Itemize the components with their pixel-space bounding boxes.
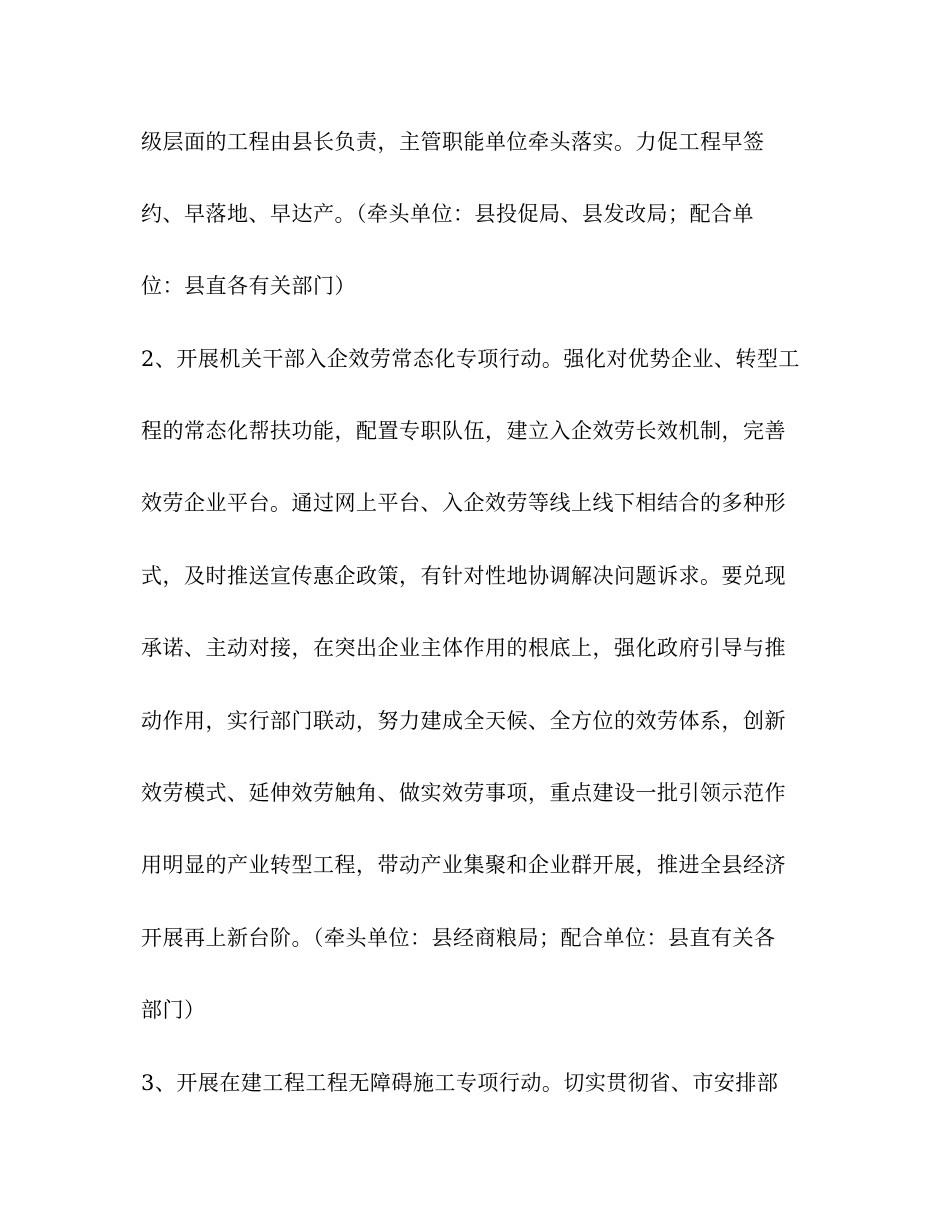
text-line: 级层面的工程由县长负责，主管职能单位牵头落实。力促工程早签 <box>141 130 765 154</box>
text-line: 开展再上新台阶。（牵头单位：县经商粮局；配合单位：县直有关各 <box>141 926 776 950</box>
text-line: 约、早落地、早达产。（牵头单位：县投促局、县发改局；配合单 <box>141 202 754 226</box>
text-line: 程的常态化帮扶功能，配置专职队伍，建立入企效劳长效机制，完善 <box>141 419 786 443</box>
text-line: 承诺、主动对接，在突出企业主体作用的根底上，强化政府引导与推 <box>141 636 786 660</box>
text-line: 2、开展机关干部入企效劳常态化专项行动。强化对优势企业、转型工 <box>141 347 800 371</box>
text-line: 式，及时推送宣传惠企政策，有针对性地协调解决问题诉求。要兑现 <box>141 564 786 588</box>
text-line: 效劳企业平台。通过网上平台、入企效劳等线上线下相结合的多种形 <box>141 491 786 515</box>
text-line: 动作用，实行部门联动，努力建成全天候、全方位的效劳体系，创新 <box>141 709 786 733</box>
text-line: 部门） <box>141 998 206 1022</box>
text-line: 用明显的产业转型工程，带动产业集聚和企业群开展，推进全县经济 <box>141 853 786 877</box>
text-line: 3、开展在建工程工程无障碍施工专项行动。切实贯彻省、市安排部 <box>141 1071 779 1095</box>
text-line: 位：县直各有关部门） <box>141 274 356 298</box>
text-line: 效劳模式、延伸效劳触角、做实效劳事项，重点建设一批引领示范作 <box>141 781 786 805</box>
